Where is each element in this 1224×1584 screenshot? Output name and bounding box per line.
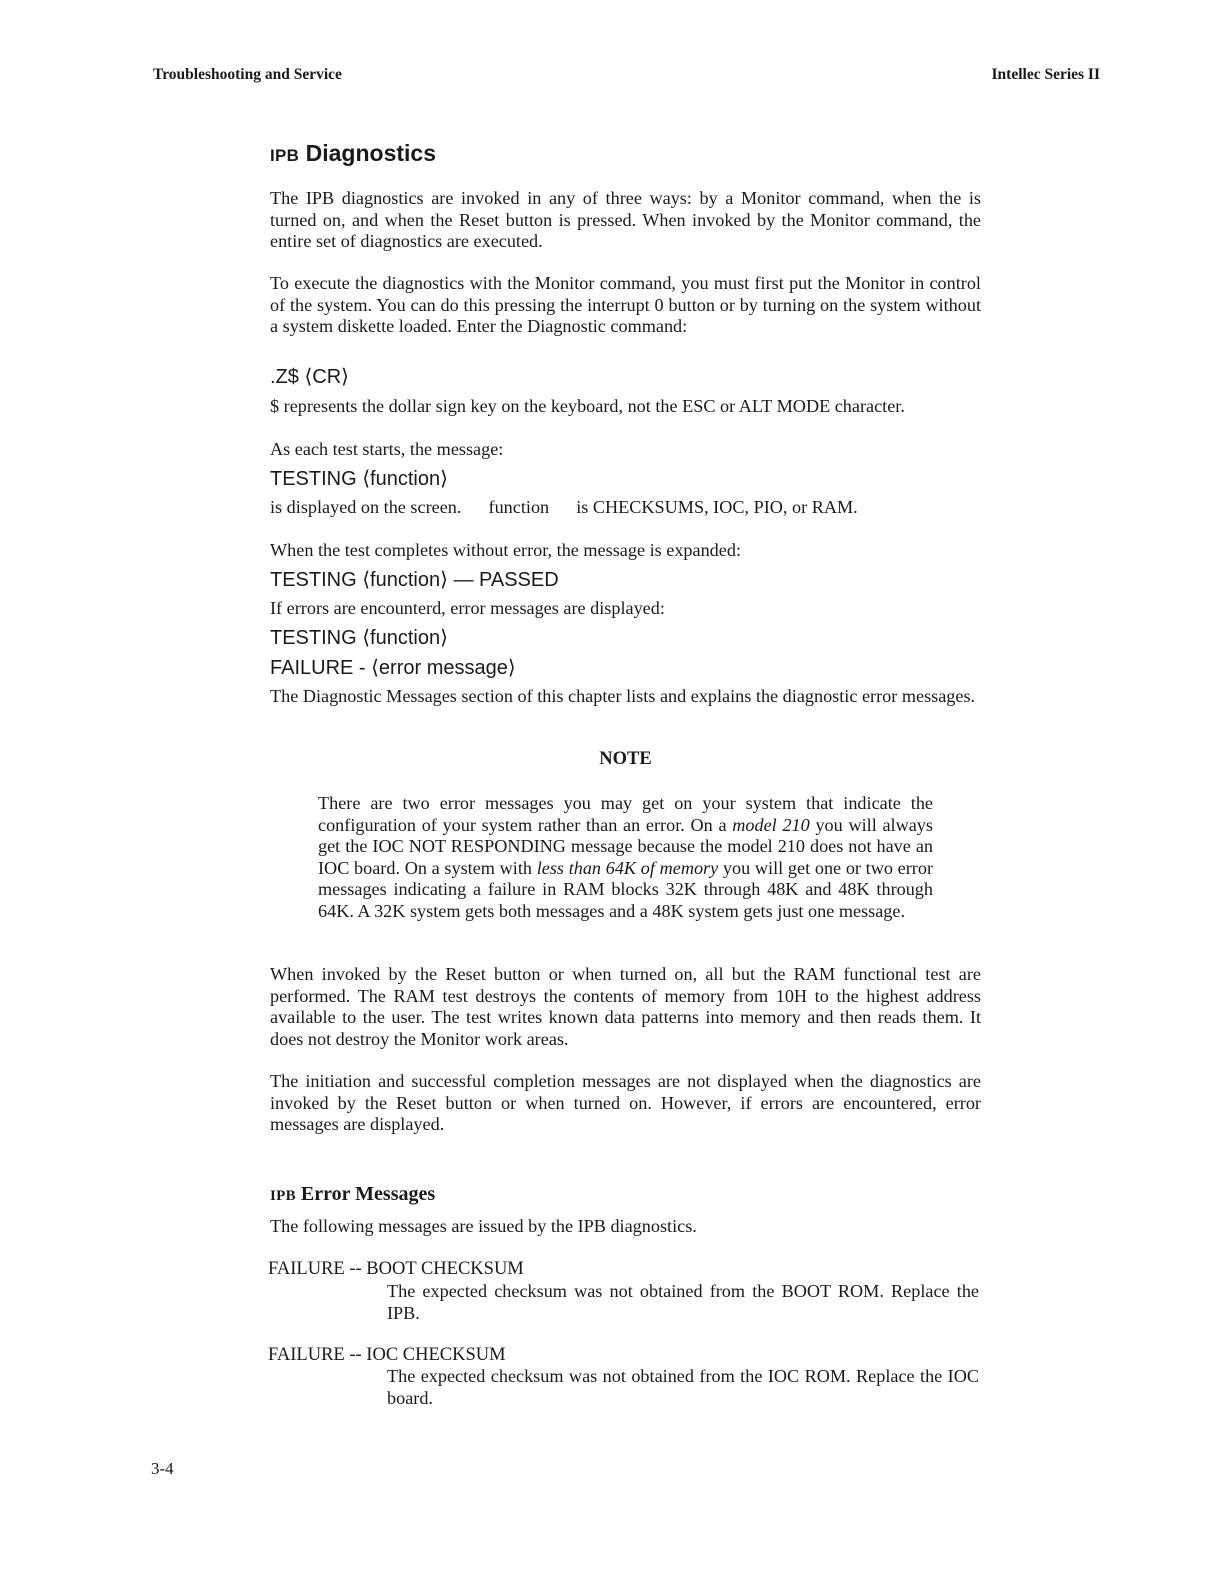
paragraph-each-test: As each test starts, the message: <box>270 439 504 459</box>
message-testing: TESTING ⟨function⟩ <box>270 468 448 490</box>
paragraph-initiation: The initiation and successful completion messages are not displayed when the diagnostics are invoked by the Reset button or when turned on. However, if errors are encountered, error messages are displayed. <box>270 1071 981 1134</box>
error-item-title: FAILURE -- IOC CHECKSUM <box>268 1345 506 1365</box>
paragraph-errors: If errors are encounterd, error messages are displayed: <box>270 598 665 618</box>
paragraph-displayed <box>270 497 981 519</box>
paragraph-dollar: $ represents the dollar sign key on the keyboard, not the ESC or ALT MODE character. <box>270 396 905 416</box>
displayed-text: is displayed on the screen. <box>270 497 462 517</box>
command-line: .Z$ ⟨CR⟩ <box>270 366 349 388</box>
note-model-210: model 210 <box>732 814 810 835</box>
running-header-right: Intellec Series II <box>991 66 1100 83</box>
note-body: There are two error messages you may get on your system that indicate the configuration of your system rather than an error. On a model 210 you will always get the IOC NOT RESPONDING message because the model 210 does not have an IOC board. On a system with less than 64K of memory you will get one or two error messages indicating a failure in RAM blocks 32K through 48K and 48K through 64K. A 32K system gets both messages and a 48K system gets just one message. <box>318 793 934 921</box>
error-item-title: FAILURE -- BOOT CHECKSUM <box>268 1259 524 1279</box>
paragraph-completes: When the test completes without error, the message is expanded: <box>270 540 741 560</box>
message-failure: FAILURE - ⟨error message⟩ <box>270 657 516 679</box>
section-title-prefix: IPB <box>270 146 300 165</box>
error-item-description: The expected checksum was not obtained from the BOOT ROM. Replace the IPB. <box>387 1281 979 1323</box>
message-testing-error: TESTING ⟨function⟩ <box>270 627 448 649</box>
error-item-description: The expected checksum was not obtained from the IOC ROM. Replace the IOC board. <box>387 1366 979 1408</box>
paragraph-execute: To execute the diagnostics with the Monitor command, you must first put the Monitor in control of the system. You can do this pressing the interrupt 0 button or by turning on the system without a system diskette loaded. Enter the Diagnostic command: <box>270 273 981 336</box>
section-title-text: Diagnostics <box>305 140 437 166</box>
note-title: NOTE <box>599 749 652 769</box>
page-number: 3-4 <box>151 1459 174 1478</box>
paragraph-reset: When invoked by the Reset button or when turned on, all but the RAM functional test are performed. The RAM test destroys the contents of memory from 10H to the highest address available to the user. The test writes known data patterns into memory and then reads them. It does not destroy the Monitor work areas. <box>270 964 981 1049</box>
errors-heading-prefix: IPB <box>270 1188 296 1204</box>
function-word: function <box>488 497 550 517</box>
running-header-left: Troubleshooting and Service <box>153 66 342 83</box>
errors-intro: The following messages are issued by the IPB diagnostics. <box>270 1216 697 1236</box>
errors-heading <box>270 1183 435 1206</box>
paragraph-diagnostic-messages: The Diagnostic Messages section of this chapter lists and explains the diagnostic error messages. <box>270 686 976 706</box>
section-title <box>270 140 436 167</box>
errors-heading-text: Error Messages <box>300 1183 436 1205</box>
message-testing-passed: TESTING ⟨function⟩ — PASSED <box>270 569 559 591</box>
paragraph-intro: The IPB diagnostics are invoked in any of three ways: by a Monitor command, when the is turned on, and when the Reset button is pressed. When invoked by the Monitor command, the entire set of diagnostics are executed. <box>270 188 981 251</box>
note-less-memory: less than 64K of memory <box>536 857 719 878</box>
function-list: is CHECKSUMS, IOC, PIO, or RAM. <box>576 497 858 517</box>
